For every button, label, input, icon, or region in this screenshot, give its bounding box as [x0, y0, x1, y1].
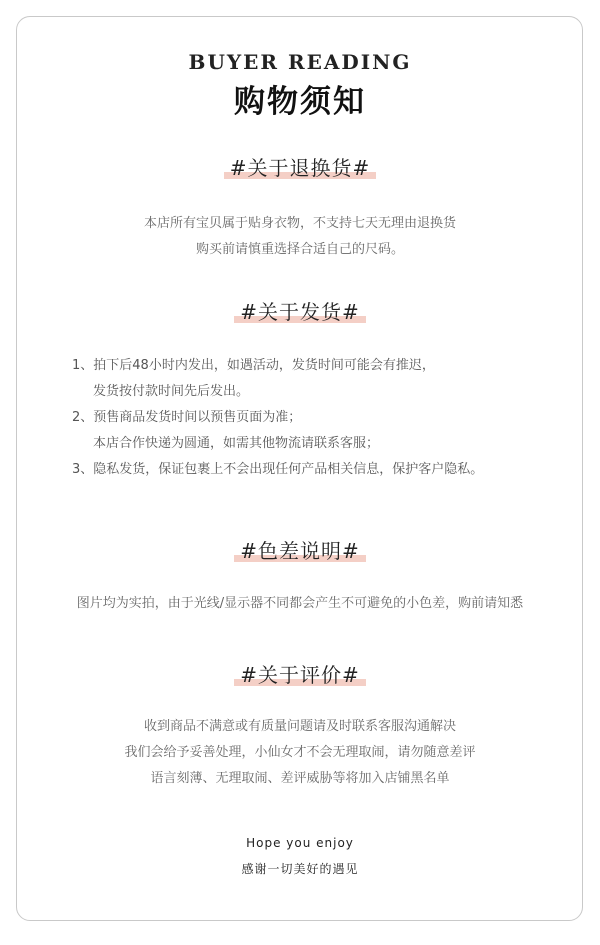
section-heading-returns: #关于退换货# [226, 152, 375, 181]
color-difference-line: 图片均为实拍，由于光线/显示器不同都会产生不可避免的小色差，购前请知悉 [76, 596, 524, 611]
reviews-line: 我们会给予妥善处理，小仙女才不会无理取闹，请勿随意差评 [124, 745, 476, 760]
shipping-line: 发货按付款时间先后发出。 [93, 384, 250, 399]
section-shipping [0, 296, 600, 325]
title-chinese: 购物须知 [234, 84, 366, 120]
returns-line: 购买前请慎重选择合适自己的尺码。 [195, 242, 404, 257]
shipping-line: 2、预售商品发货时间以预售页面为准； [72, 410, 302, 425]
shipping-list [72, 353, 552, 483]
reviews-line: 语言刻薄、无理取闹、差评威胁等将加入店铺黑名单 [150, 771, 450, 786]
footer-english: Hope you enjoy [246, 836, 354, 850]
shipping-line: 1、拍下后48小时内发出，如遇活动，发货时间可能会有推迟， [72, 358, 435, 373]
shipping-line: 本店合作快递为圆通，如需其他物流请联系客服； [93, 436, 380, 451]
reviews-text [0, 714, 600, 792]
reviews-line: 收到商品不满意或有质量问题请及时联系客服沟通解决 [143, 719, 456, 734]
footer-chinese: 感谢一切美好的遇见 [241, 862, 359, 876]
section-heading-color-difference: #色差说明# [236, 535, 364, 564]
section-heading-reviews: #关于评价# [236, 659, 364, 688]
returns-text [0, 211, 600, 263]
returns-line: 本店所有宝贝属于贴身衣物，不支持七天无理由退换货 [143, 216, 456, 231]
section-reviews [0, 659, 600, 688]
section-heading-shipping: #关于发货# [236, 296, 364, 325]
color-difference-text [0, 591, 600, 617]
section-returns [0, 152, 600, 181]
shipping-line: 3、隐私发货，保证包裹上不会出现任何产品相关信息，保护客户隐私。 [72, 462, 484, 477]
title-english: BUYER READING [188, 50, 412, 74]
section-color-difference [0, 535, 600, 564]
